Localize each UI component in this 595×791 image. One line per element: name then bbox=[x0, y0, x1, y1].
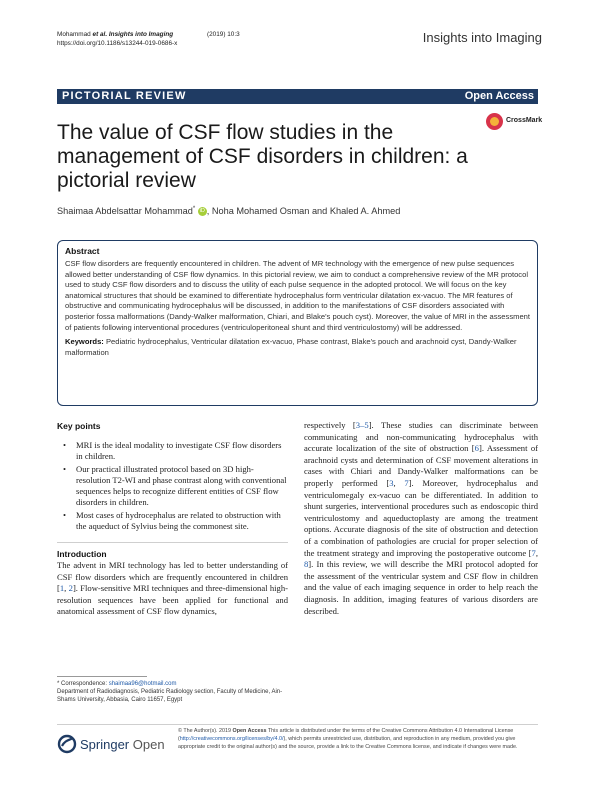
key-point-item bbox=[57, 510, 288, 532]
citation-link[interactable]: 2 bbox=[68, 583, 73, 594]
license-text bbox=[178, 728, 538, 751]
citation-separator: , bbox=[64, 583, 69, 594]
license-copyright: © The Author(s). 2019 bbox=[178, 728, 233, 734]
keywords-label: Keywords: bbox=[65, 337, 104, 347]
header-etal: et al. bbox=[92, 31, 108, 38]
affiliation-text: Department of Radiodiagnosis, Pediatric Radiology section, Faculty of Medicine, Ain-Shams University, Abbasia, Cairo 11657, Egypt bbox=[57, 689, 283, 703]
crossmark-label: CrossMark bbox=[506, 117, 543, 124]
key-point-text: MRI is the ideal modality to investigate CSF flow disorders in children. bbox=[76, 440, 282, 461]
body-text: ]. Assessment of arachnoid cysts and determination of CSF movement alterations in cases with Chiari and Dandy-Walker malformations can be properly performed [ bbox=[304, 443, 538, 488]
citation-link[interactable]: 7 bbox=[531, 547, 536, 558]
key-points-list bbox=[57, 440, 288, 532]
key-point-item bbox=[57, 440, 288, 462]
citation-link[interactable]: 7 bbox=[404, 477, 409, 488]
abstract-heading: Abstract bbox=[65, 246, 100, 256]
license-open-access: Open Access bbox=[232, 728, 267, 734]
license-link[interactable]: http://creativecommons.org/licenses/by/4.0/ bbox=[179, 735, 284, 742]
citation-link[interactable]: 1 bbox=[59, 583, 65, 594]
body-text: respectively [ bbox=[304, 420, 356, 430]
correspondence-email-link[interactable]: shaimaa96@hotmail.com bbox=[108, 681, 177, 687]
abstract-body: CSF flow disorders are frequently encountered in children. The advent of MR technology with the emergence of new pulse sequences allowed better understanding of CSF flow dynamics. In this pictorial review, we aim to conduct a comprehensive review of the MR protocol used to study CSF flow disorders and to discuss the utility of each pulse sequence in the adopted protocol. We will focus on the key anatomical structures that should be examined to differentiate hydrocephalus form ventricular dilatation ex-vacuo. The MR features of obstructive and communicating hydrocephalus will be discussed, in addition to the manifestations of CSF disorders associated with posterior fossa malformations (Dandy-Walker malformation, Chiari, and Blake's pouch cyst). Moreover, the value of MRI in the assessment of patients following interventional procedures (ventriculoperitoneal shunt and third ventriculostomy) will be addressed. bbox=[65, 259, 530, 332]
footnote-rule bbox=[57, 676, 147, 677]
intro-text: ]. Flow-sensitive MRI techniques and three-dimensional high-resolution sequences have been applied for functional and anatomical assessment of CSF flow dynamics, bbox=[57, 583, 288, 617]
springer-open-wordmark bbox=[80, 737, 165, 752]
left-column bbox=[57, 421, 288, 618]
corresponding-marker: * bbox=[192, 206, 196, 212]
article-type-banner bbox=[57, 89, 538, 104]
right-column bbox=[304, 420, 538, 617]
header-journal-short: Insights into Imaging bbox=[108, 31, 174, 38]
correspondence-footnote bbox=[57, 676, 288, 704]
open-access-label: Open Access bbox=[464, 90, 534, 102]
bullet-icon: • bbox=[63, 464, 67, 474]
publisher-name: Springer bbox=[80, 737, 130, 752]
article-type-label: PICTORIAL REVIEW bbox=[62, 90, 187, 102]
license-block bbox=[57, 724, 538, 752]
license-body: ), which permits unrestricted use, distribution, and reproduction in any medium, provided you give appropriate credit to the original author(s) and the source, provide a link to the Creative Commons license, and indicate if changes were made. bbox=[178, 735, 518, 750]
author-primary: Shaimaa Abdelsattar Mohammad bbox=[57, 206, 193, 217]
key-points-heading: Key points bbox=[57, 421, 101, 431]
body-text: ]. These studies can discriminate between communicating and non-communicating hydrocephalus with accurate localization of the site of obstruction [ bbox=[304, 420, 538, 454]
key-point-item bbox=[57, 464, 288, 508]
body-text: ]. In this review, we will describe the MRI protocol adopted for the assessment of the ventricular system and CSF flow in children and the value of each imaging sequence in order to help reach the diagnosis. In addition, imaging features of various disorders are described. bbox=[304, 559, 538, 616]
correspondence-label: * Correspondence: bbox=[57, 681, 109, 687]
springer-open-logo-icon bbox=[57, 734, 77, 754]
abstract-box bbox=[57, 240, 538, 406]
license-body: This article is distributed under the terms of the Creative Commons Attribution 4.0 International License ( bbox=[178, 728, 514, 742]
author-others: , Noha Mohamed Osman and Khaled A. Ahmed bbox=[206, 206, 401, 217]
springer-open-logo bbox=[57, 734, 167, 756]
keywords-text: Pediatric hydrocephalus, Ventricular dilatation ex-vacuo, Phase contrast, Blake's pouch and arachnoid cyst, Dandy-Walker malformation bbox=[65, 337, 517, 357]
bullet-icon: • bbox=[63, 440, 67, 450]
license-rule bbox=[57, 724, 538, 725]
section-divider bbox=[57, 542, 288, 543]
header-doi-link[interactable]: https://doi.org/10.1186/s13244-019-0686-x bbox=[57, 39, 178, 47]
key-point-text: Most cases of hydrocephalus are related to obstruction with the aqueduct of Sylvius being the commonest site. bbox=[76, 510, 281, 531]
running-header-citation bbox=[57, 31, 240, 40]
citation-link[interactable]: 3–5 bbox=[355, 420, 369, 430]
bullet-icon: • bbox=[63, 510, 67, 520]
correspondence-line bbox=[57, 680, 288, 688]
crossmark-badge[interactable] bbox=[486, 113, 541, 131]
header-year-volume: (2019) 10:3 bbox=[207, 31, 240, 38]
citation-separator: , bbox=[535, 547, 538, 558]
key-point-text: Our practical illustrated protocol based on 3D high-resolution T2-WI and phase contrast along with conventional sequences helps to recognize different entities of CSF flow disorders in children. bbox=[76, 464, 287, 507]
citation-link[interactable]: 8 bbox=[304, 559, 309, 570]
introduction-body bbox=[57, 560, 288, 618]
journal-name: Insights into Imaging bbox=[422, 30, 542, 45]
intro-text: The advent in MRI technology has led to better understanding of CSF flow disorders which are frequently encountered in children [ bbox=[57, 560, 288, 594]
citation-link[interactable]: 6 bbox=[474, 443, 479, 454]
citation-separator: , bbox=[393, 477, 405, 488]
body-text: ]. Moreover, hydrocephalus and ventriculomegaly ex-vacuo can be differentiated. In addition to shunt surgeries, interventional procedures such as endoscopic third ventriculostomy and aqueductoplasty are among the treatment options. Accurate diagnosis of the site of obstruction and detection of a combination of pathologies are crucial for proper selection of the treatment strategy and improving the postoperative outcome [ bbox=[304, 477, 538, 558]
publisher-open: Open bbox=[129, 737, 165, 752]
header-author: Mohammad bbox=[57, 31, 93, 38]
crossmark-icon bbox=[486, 113, 503, 130]
introduction-heading: Introduction bbox=[57, 549, 107, 559]
running-header bbox=[57, 31, 240, 48]
keywords bbox=[65, 337, 530, 358]
citation-link[interactable]: 3 bbox=[389, 477, 394, 488]
author-list bbox=[57, 206, 400, 216]
article-title: The value of CSF flow studies in the management of CSF disorders in children: a pictorial review bbox=[57, 121, 468, 192]
orcid-icon[interactable]: iD bbox=[199, 208, 205, 215]
